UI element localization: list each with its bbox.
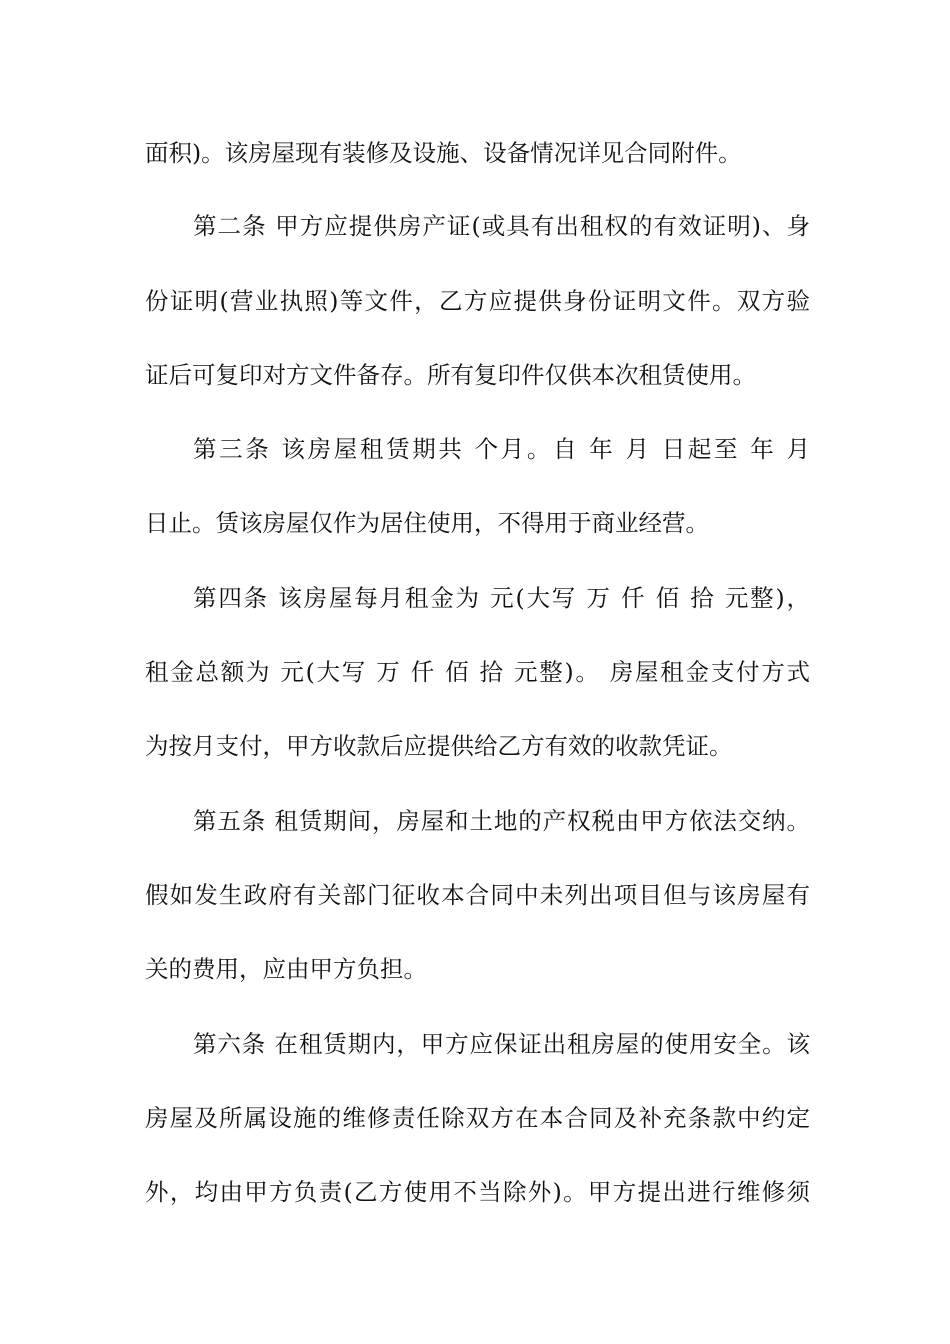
text-line: 房屋及所属设施的维修责任除双方在本合同及补充条款中约定 [145,1104,810,1132]
text-line: 租金总额为 元(大写 万 仟 佰 拾 元整)。 房屋租金支付方式 [145,658,810,686]
text-line: 第二条 甲方应提供房产证(或具有出租权的有效证明)、身 [193,212,810,240]
text-line: 外，均由甲方负责(乙方使用不当除外)。甲方提出进行维修须 [145,1178,810,1206]
text-line: 为按月支付，甲方收款后应提供给乙方有效的收款凭证。 [145,732,733,760]
text-line: 日止。赁该房屋仅作为居住使用，不得用于商业经营。 [145,509,709,537]
text-line: 第五条 租赁期间，房屋和土地的产权税由甲方依法交纳。 [193,807,810,835]
text-line: 关的费用，应由甲方负担。 [145,955,427,983]
text-line: 第六条 在租赁期内，甲方应保证出租房屋的使用安全。该 [193,1030,810,1058]
text-line: 第四条 该房屋每月租金为 元(大写 万 仟 佰 拾 元整)， [193,584,810,612]
text-line: 假如发生政府有关部门征收本合同中未列出项目但与该房屋有 [145,881,810,909]
text-line: 证后可复印对方文件备存。所有复印件仅供本次租赁使用。 [145,361,756,389]
text-line: 份证明(营业执照)等文件，乙方应提供身份证明文件。双方验 [145,287,810,315]
text-line: 第三条 该房屋租赁期共 个月。自 年 月 日起至 年 月 [193,435,810,463]
text-line: 面积)。该房屋现有装修及设施、设备情况详见合同附件。 [145,139,742,167]
